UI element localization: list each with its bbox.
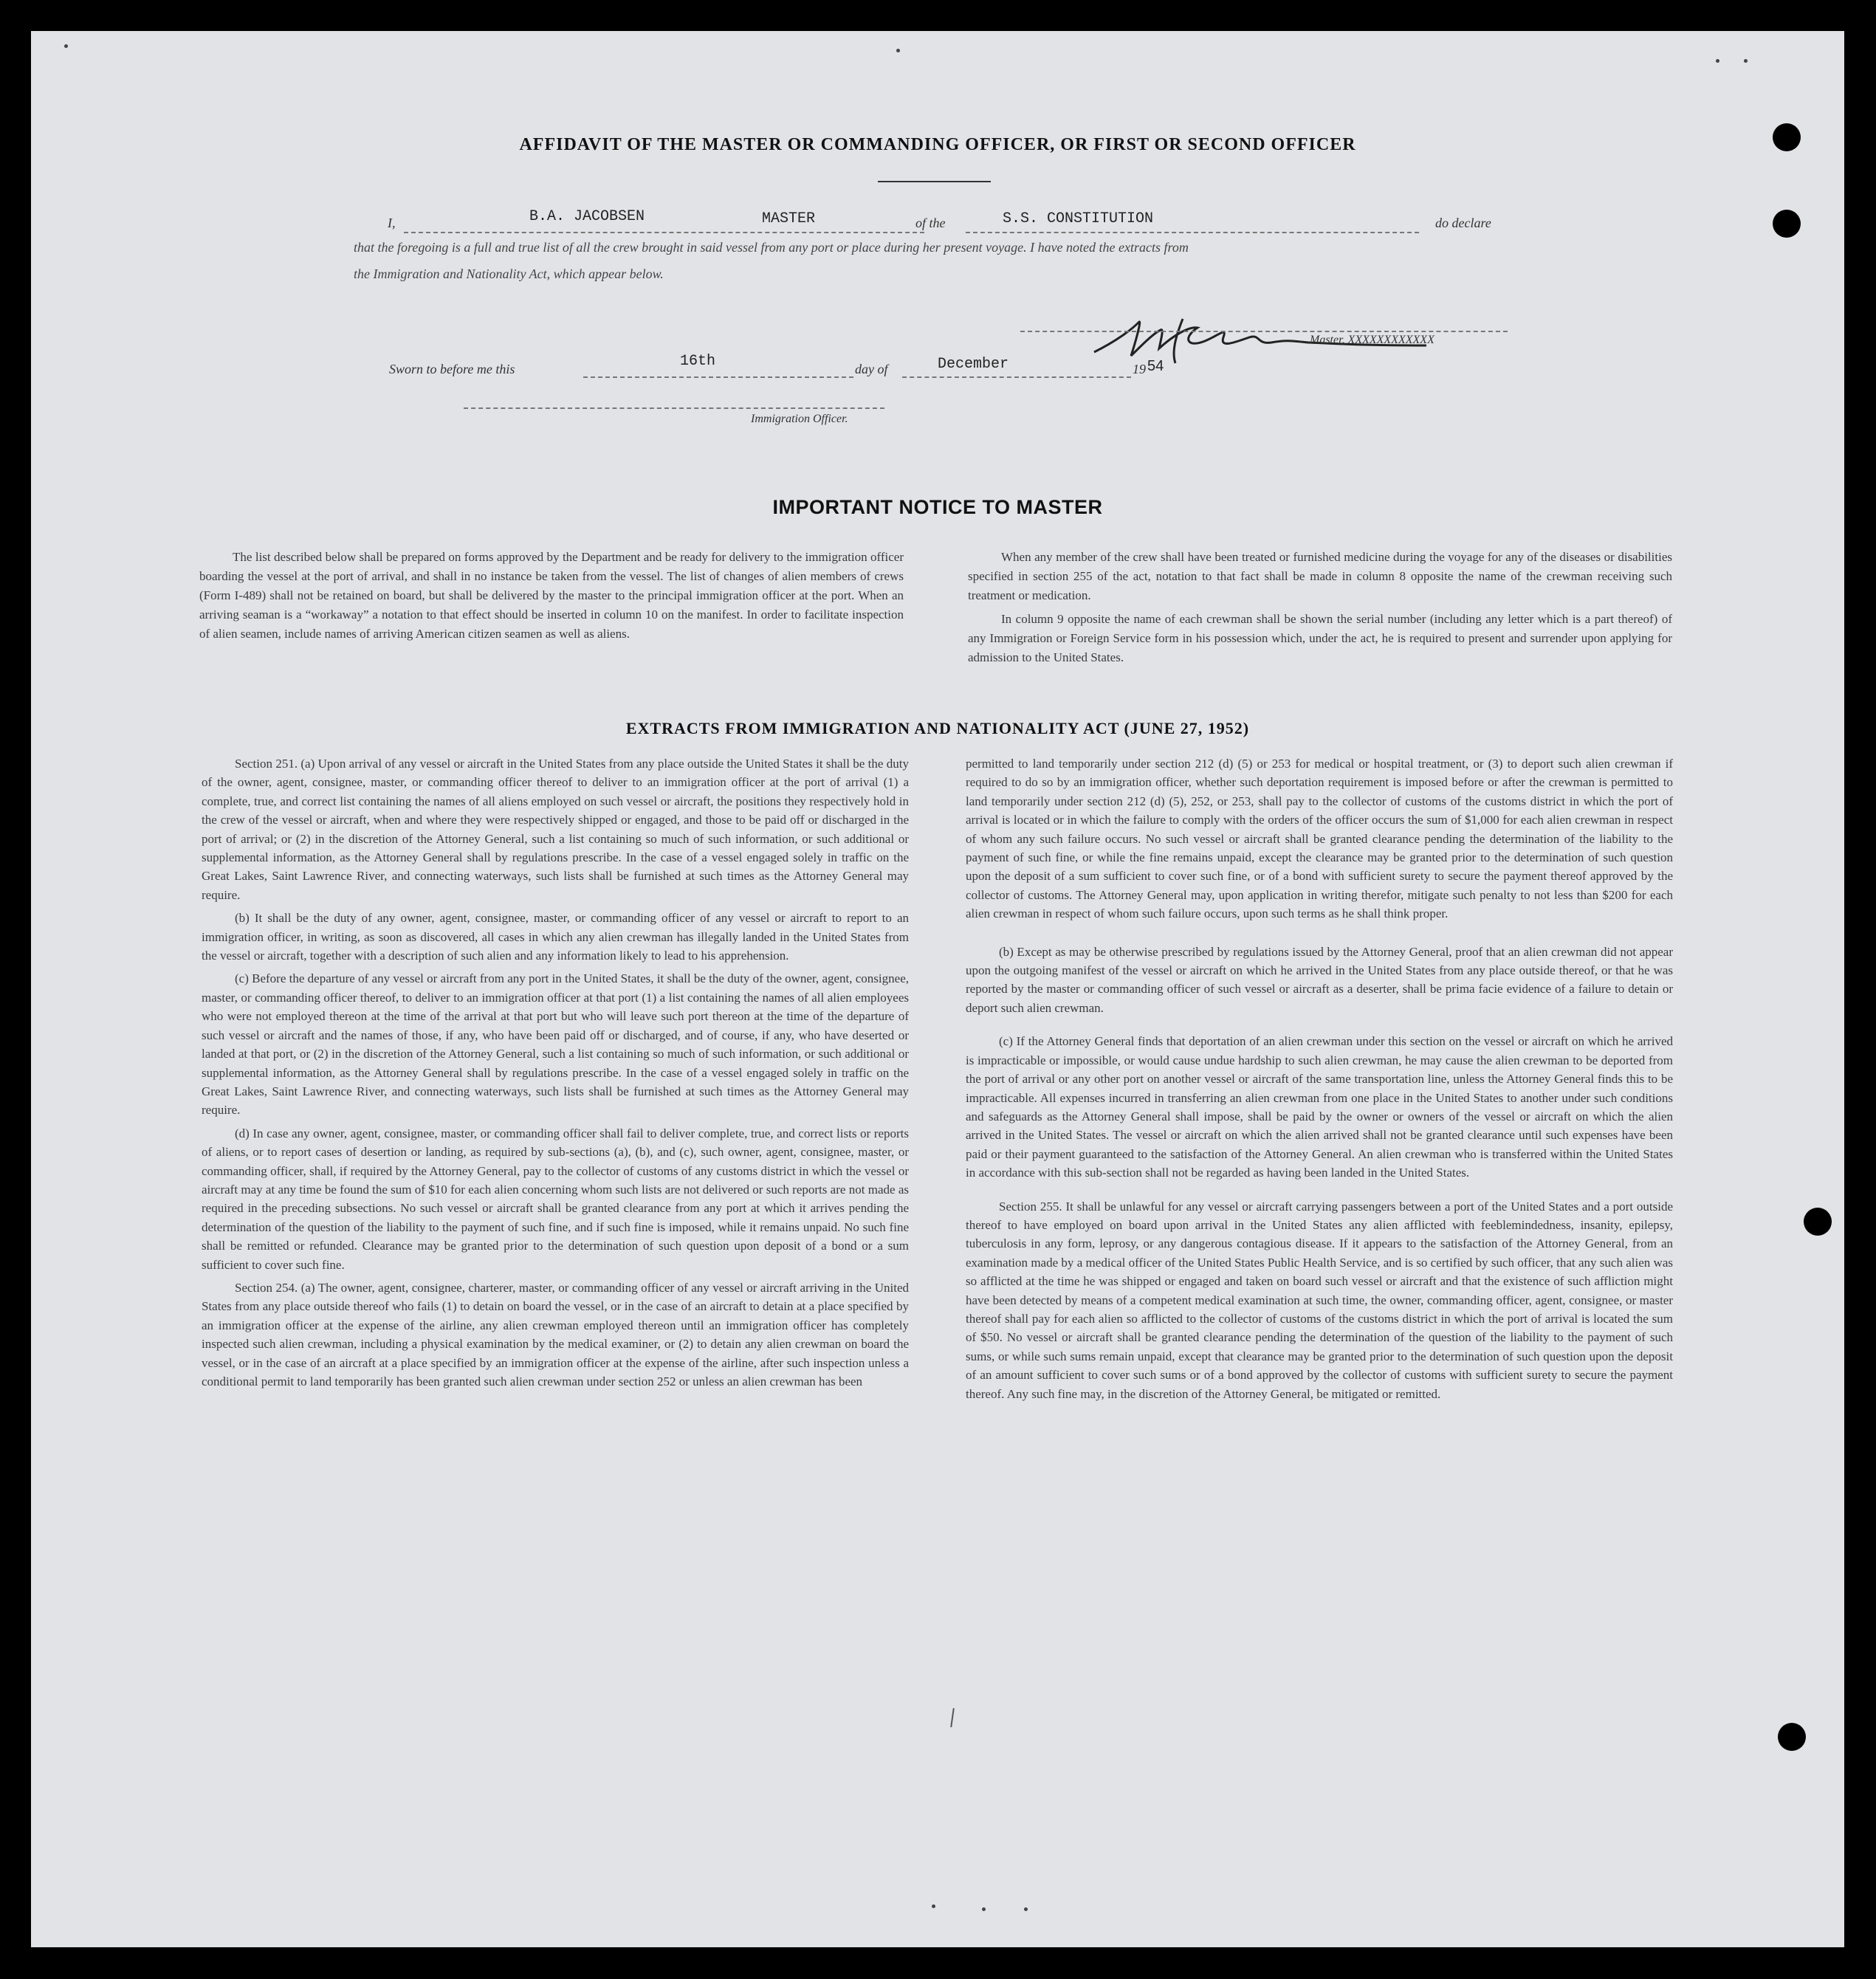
- declaration-line-2: the Immigration and Nationality Act, which appear below.: [354, 266, 664, 281]
- notice-title: IMPORTANT NOTICE TO MASTER: [772, 496, 1103, 518]
- punch-hole: [1778, 1723, 1806, 1751]
- section-254-a-continued: permitted to land temporarily under section 212 (d) (5) or 253 for medical or hospital treatment, or (3) to deport such alien crewman if required to do so by an immigration officer, whether such deportation requirement is imposed before or after the crewman is permitted to land temporarily under section 212 (d) (5), 252, or 253, shall pay to the collector of customs of the customs district in which the port of arrival is located or in which the failure to comply with the orders of the officer occurs the sum of $1,000 for each alien crewman in respect of whom any such failure occurs. No such vessel or aircraft shall be granted clearance pending the determination of the liability to the payment of such fine, or while the fine remains unpaid, except the clearance may be granted prior to the determination of such question upon the deposit of a sum sufficient to cover such fine, or of a bond with sufficient surety to secure the payment thereof approved by the collector of customs. The Attorney General may, upon application in writing therefor, mitigate such penalty to not less than $200 for each alien crewman in respect of whom such failure occurs, upon such terms as he shall think proper.: [966, 757, 1673, 921]
- speck: [932, 1904, 935, 1908]
- affidavit-title: AFFIDAVIT OF THE MASTER OR COMMANDING OFFICER, OR FIRST OR SECOND OFFICER: [519, 135, 1356, 154]
- section-254-c: (c) If the Attorney General finds that deportation of an alien crewman under this section on the vessel or aircraft on which he arrived is impracticable or impossible, or would cause undue hardship to such alien crewman, he may cause the alien crewman to be deported from the port of arrival or any other port on another vessel or aircraft of the same transportation line, unless the Attorney General finds this to be impracticable. All expenses incurred in transferring an alien crewman from one place in the United States to another under such conditions and safeguards as the Attorney General shall impose, shall be paid by the owner or owners of the vessel or aircraft on which the alien arrived in the United States. The vessel or aircraft on which the alien arrived shall not be granted clearance until such expenses have been paid or their payment guaranteed to the satisfaction of the Attorney General. An alien crewman who is transferred within the United States in accordance with this sub-section shall not be regarded as having been landed in the United States.: [966, 1034, 1673, 1180]
- declaration-line-1: that the foregoing is a full and true list of all the crew brought in said vessel from any port or place during her present voyage. I have noted the extracts from: [354, 240, 1189, 255]
- sworn-month-field: December: [938, 356, 1009, 373]
- section-251-d: (d) In case any owner, agent, consignee, master, or commanding officer shall fail to deliver complete, true, and correct lists or reports of aliens, or to report cases of desertion or landing, as required by sub-sections (a), (b), and (c), such owner, agent, consignee, master, or commanding officer, shall, if required by the Attorney General, pay to the collector of customs of any customs district in which the vessel or aircraft may at any time be found the sum of $10 for each alien concerning whom such lists are not delivered or such reports are not made as required in the preceding subsections. No such vessel or aircraft shall be granted clearance from any port at which it arrives pending the determination of the question of the liability to the payment of such fine, and if such fine is imposed, while it remains unpaid. No such fine shall be remitted or refunded. Clearance may be granted prior to the determination of such question upon deposit of a bond or a sum sufficient to cover such fine.: [202, 1126, 909, 1272]
- master-rank-field: MASTER: [762, 210, 816, 227]
- section-251-a: Section 251. (a) Upon arrival of any vessel or aircraft in the United States from any place outside the United States it shall be the duty of the owner, agent, consignee, master, or commanding officer thereof to deliver to an immigration officer at the port of arrival (1) a complete, true, and correct list containing the names of all aliens employed on such vessel or aircraft, the positions they respectively hold in the crew of the vessel or aircraft, when and where they were respectively shipped or engaged, and those to be paid off or discharged in the port of arrival; or (2) in the discretion of the Attorney General, such a list containing so much of such information, or such additional or supplemental information, as the Attorney General shall by regulations prescribe. In the case of a vessel engaged solely in traffic on the Great Lakes, Saint Lawrence River, and connecting waterways, such lists shall be furnished at such times as the Attorney General may require.: [202, 757, 909, 902]
- do-declare-label: do declare: [1435, 216, 1491, 230]
- section-254-b: (b) Except as may be otherwise prescribed by regulations issued by the Attorney General, proof that an alien crewman did not appear upon the outgoing manifest of the vessel or aircraft on which he arrived in the United States from any place outside thereof, or that he was reported by the master or commanding officer of such vessel or aircraft as a deserter, shall be prima facie evidence of a failure to detain or deport such alien crewman.: [966, 944, 1673, 1015]
- master-name-field: B.A. JACOBSEN: [529, 208, 645, 225]
- notice-left-paragraph: The list described below shall be prepared on forms approved by the Department and be ready for delivery to the immigration officer boarding the vessel at the port of arrival, and shall in no instance be taken from the vessel. The list of changes of alien members of crews (Form I-489) shall not be retained on board, but shall be delivered by the master to the principal immigration officer at the port. When an arriving seaman is a “workaway” a notation to that effect should be inserted in column 10 on the manifest. In order to facilitate inspection of alien seamen, include names of arriving American citizen seamen as well as aliens.: [199, 550, 904, 641]
- extracts-title: EXTRACTS FROM IMMIGRATION AND NATIONALITY ACT (JUNE 27, 1952): [625, 719, 1250, 737]
- notice-right-paragraph-1: When any member of the crew shall have been treated or furnished medicine during the voyage for any of the diseases or disabilities specified in section 255 of the act, notation to that fact shall be made in column 8 opposite the name of the crewman receiving such treatment or medication.: [968, 550, 1672, 602]
- punch-hole: [1804, 1208, 1832, 1236]
- officer-signature-line: [464, 407, 884, 409]
- name-blank: [404, 232, 924, 233]
- notice-left-column: [199, 548, 904, 648]
- section-251-c: (c) Before the departure of any vessel or aircraft from any port in the United States, it shall be the duty of the owner, agent, consignee, master, or commanding officer thereof, to deliver to an immigration officer at that port (1) a list containing the names of all alien employees who were not employed thereon at the time of the arrival at that port but who will leave such port thereon at the time of the departure of such vessel or aircraft and the names of those, if any, who have been paid off or discharged, and of course, if any, who have deserted or landed at that port, or (2) in the discretion of the Attorney General, such a list containing so much of such information, or such additional or supplemental information, as the Attorney General shall by regulations prescribe. In the case of a vessel engaged solely in traffic on the Great Lakes, Saint Lawrence River, and connecting waterways, such lists shall be furnished at such times as the Attorney General may require.: [202, 971, 909, 1118]
- year-prefix: 19: [1133, 362, 1146, 376]
- notice-right-column: [968, 548, 1672, 672]
- speck: [896, 49, 900, 52]
- title-rule: [878, 181, 991, 182]
- vessel-name-field: S.S. CONSTITUTION: [1003, 210, 1154, 227]
- sworn-year-field: 54: [1147, 358, 1164, 374]
- month-blank: [902, 376, 1131, 378]
- notice-right-paragraph-2: In column 9 opposite the name of each crewman shall be shown the serial number (including any letter which is a part thereof) of any Immigration or Foreign Service form in his possession which, under the act, he is required to present and surrender upon applying for admission to the United States.: [968, 612, 1672, 664]
- affidavit-i-label: I,: [388, 216, 396, 230]
- sworn-label: Sworn to before me this: [389, 362, 515, 376]
- of-the-label: of the: [915, 216, 946, 230]
- pencil-mark: [950, 1708, 955, 1727]
- signature-line: [1020, 331, 1508, 332]
- punch-hole: [1773, 210, 1801, 238]
- extracts-left-column: [202, 754, 909, 1395]
- officer-caption: Immigration Officer.: [751, 413, 848, 425]
- section-251-b: (b) It shall be the duty of any owner, agent, consignee, master, or commanding officer of any vessel or aircraft to report to an immigration officer, in writing, as soon as discovered, all cases in which any alien crewman has illegally landed in the United States from the vessel or aircraft, together with a description of such alien and any information likely to lead to his apprehension.: [202, 911, 909, 963]
- speck: [1716, 59, 1719, 63]
- sworn-day-field: 16th: [680, 353, 716, 370]
- speck: [64, 44, 68, 48]
- document-page: [31, 31, 1844, 1947]
- speck: [982, 1907, 986, 1911]
- speck: [1744, 59, 1748, 63]
- section-254-a: Section 254. (a) The owner, agent, consignee, charterer, master, or commanding officer of any vessel or aircraft arriving in the United States from any place outside thereof who fails (1) to detain on board the vessel, or in the case of an aircraft to detain at a place specified by an immigration officer at the expense of the airline, any alien crewman employed thereon until an immigration officer has completely inspected such alien crewman, including a physical examination by the medical examiner, or (2) to detain any alien crewman on board the vessel, or in the case of an aircraft at a place specified by an immigration officer at the expense of the airline, after such inspection unless a conditional permit to land temporarily has been granted such alien crewman under section 252 or unless an alien crewman has been: [202, 1280, 909, 1388]
- section-255: Section 255. It shall be unlawful for any vessel or aircraft carrying passengers between a port of the United States and a port outside thereof to have employed on board upon arrival in the United States any alien afflicted with feeblemindedness, insanity, epilepsy, tuberculosis in any form, leprosy, or any dangerous contagious disease. If it appears to the satisfaction of the Attorney General, from an examination made by a medical officer of the United States Public Health Service, and is so certified by such officer, that any such alien was so afflicted at the time he was shipped or engaged and taken on board such vessel or aircraft and that the existence of such affliction might have been detected by means of a competent medical examination at such time, the owner, commanding officer, agent, consignee, or master thereof shall pay for each alien so afflicted to the collector of customs of the customs district in which the port of arrival is located the sum of $50. No vessel or aircraft shall be granted clearance pending the determination of the question of the liability to the payment of such sums, or while such sums remain unpaid, except that clearance may be granted prior to the determination of such question upon the deposit of an amount sufficient to cover such sums or of a bond approved by the collector of customs with sufficient surety to secure the payment thereof. Any such fine may, in the discretion of the Attorney General, be mitigated or remitted.: [966, 1199, 1673, 1401]
- day-blank: [583, 376, 853, 378]
- day-of-label: day of: [855, 362, 888, 376]
- vessel-blank: [966, 232, 1419, 233]
- master-caption: Master, XXXXXXXXXXXX: [1310, 334, 1435, 346]
- extracts-right-column: [966, 754, 1673, 1408]
- speck: [1024, 1907, 1028, 1911]
